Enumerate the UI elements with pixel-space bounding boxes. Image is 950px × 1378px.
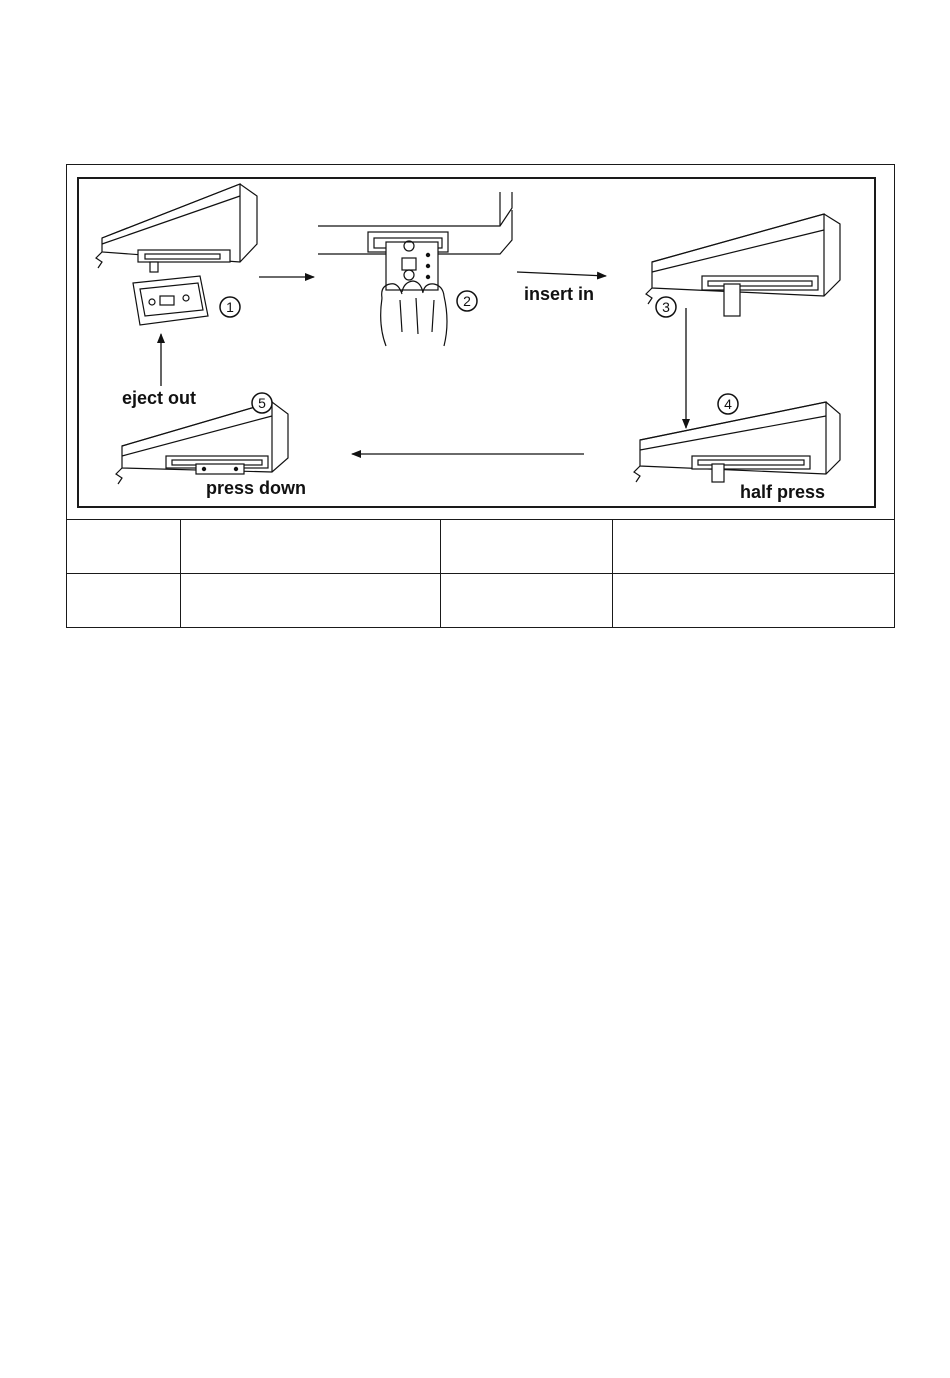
table-cell [180,520,440,574]
step-4-badge [718,394,738,414]
panel-4-deck-half-press [634,402,840,482]
table-cell [67,574,181,628]
step-1-badge [220,297,240,317]
label-eject-out: eject out [122,388,197,408]
label-half-press: half press [740,482,826,502]
step-3-badge [656,297,676,317]
table-cell [440,520,613,574]
panel-5-deck-press-down [116,402,288,484]
step-5-badge [252,393,272,413]
step-2-number: 2 [463,293,471,309]
panel-2-deck-hand-insert [318,192,512,346]
table-row [67,574,895,628]
step-4-number: 4 [724,396,732,412]
step-2-badge [457,291,477,311]
step-1-number: 1 [226,299,234,315]
table-cell [180,574,440,628]
arrow-2-to-3 [517,272,606,276]
label-insert-in: insert in [524,284,595,304]
step-3-number: 3 [662,299,670,315]
table-row [67,520,895,574]
label-press-down: press down [206,478,307,498]
step-5-number: 5 [258,395,266,411]
panel-3-deck-inserted [646,214,840,316]
table-cell [440,574,613,628]
table-cell [613,520,895,574]
table-cell [613,574,895,628]
empty-table [66,519,895,628]
table-cell [67,520,181,574]
